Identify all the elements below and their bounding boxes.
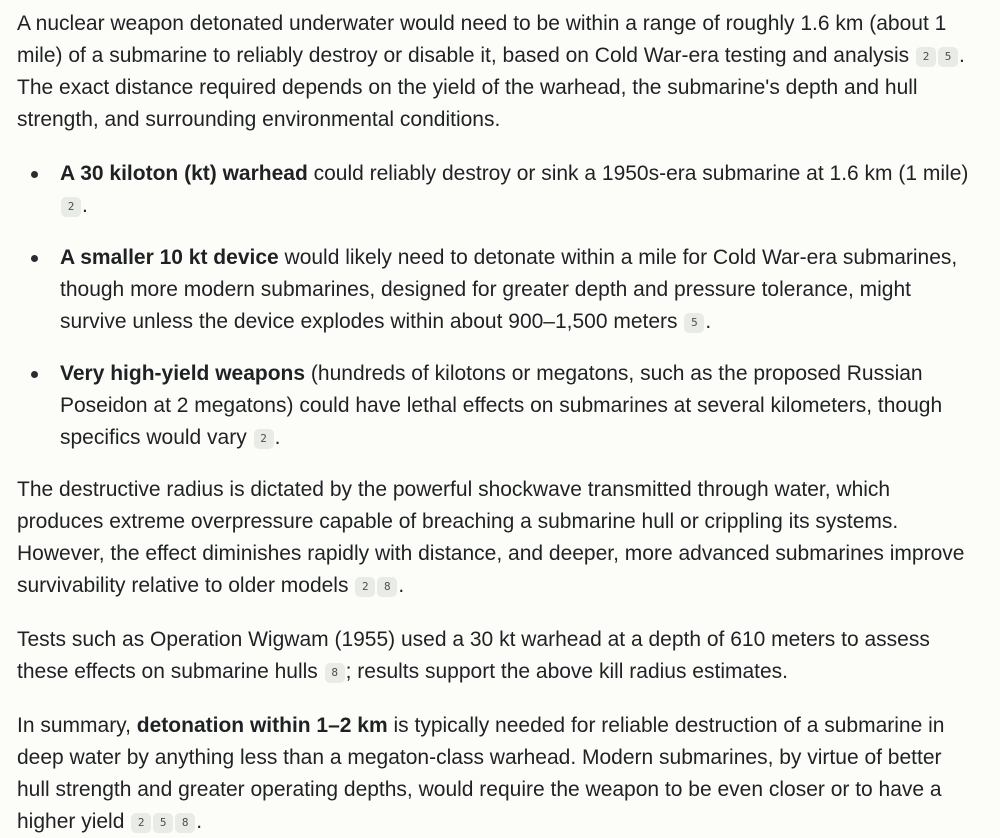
citation-badge[interactable]: 2 [131, 813, 151, 833]
yield-bullet-list [17, 158, 980, 454]
tests-paragraph: Tests such as Operation Wigwam (1955) used a 30 kt warhead at a depth of 610 meters to assess these effects on submarine hulls 8 ; results support the above kill radius estimates. [17, 628, 930, 683]
citation-badge[interactable]: 5 [684, 313, 704, 333]
intro-paragraph: A nuclear weapon detonated underwater would need to be within a range of roughly 1.6 km (about 1 mile) of a submarine to reliably destroy or disable it, based on Cold War-era testing and analysis 2 5 . The exact distance required depends on the yield of the warhead, the submarine's depth and hull strength, and surrounding environmental conditions. [17, 12, 965, 131]
citation-badge[interactable]: 2 [254, 429, 274, 449]
citation-badge[interactable]: 5 [938, 47, 958, 67]
bullet-icon [31, 171, 38, 178]
citation-badge[interactable]: 2 [916, 47, 936, 67]
citation-badge[interactable]: 2 [61, 197, 81, 217]
citation-badge[interactable]: 8 [175, 813, 195, 833]
citation-badge[interactable]: 8 [325, 663, 345, 683]
citation-badge[interactable]: 2 [355, 577, 375, 597]
summary-paragraph: In summary, detonation within 1–2 km is typically needed for reliable destruction of a submarine in deep water by anything less than a megaton-class warhead. Modern submarines, by virtue of better hull strength and greater operating depths, would require the weapon to be even closer or to have a higher yield 2 5 8 . [17, 714, 945, 833]
list-item: Very high-yield weapons (hundreds of kilotons or megatons, such as the proposed Russian Poseidon at 2 megatons) could have lethal effects on submarines at several kilometers, though specifics would vary 2 . [60, 358, 980, 454]
bullet-icon [31, 255, 38, 262]
bullet-icon [31, 371, 38, 378]
list-item: A 30 kiloton (kt) warhead could reliably destroy or sink a 1950s-era submarine at 1.6 km (1 mile) 2 . [60, 158, 980, 222]
citation-badge[interactable]: 8 [377, 577, 397, 597]
shockwave-paragraph: The destructive radius is dictated by the powerful shockwave transmitted through water, which produces extreme overpressure capable of breaching a submarine hull or crippling its systems. However, the effect diminishes rapidly with distance, and deeper, more advanced submarines improve survivability relative to older models 2 8 . [17, 478, 965, 597]
list-item: A smaller 10 kt device would likely need to detonate within a mile for Cold War-era submarines, though more modern submarines, designed for greater depth and pressure tolerance, might survive unless the device explodes within about 900–1,500 meters 5 . [60, 242, 980, 338]
citation-badge[interactable]: 5 [153, 813, 173, 833]
